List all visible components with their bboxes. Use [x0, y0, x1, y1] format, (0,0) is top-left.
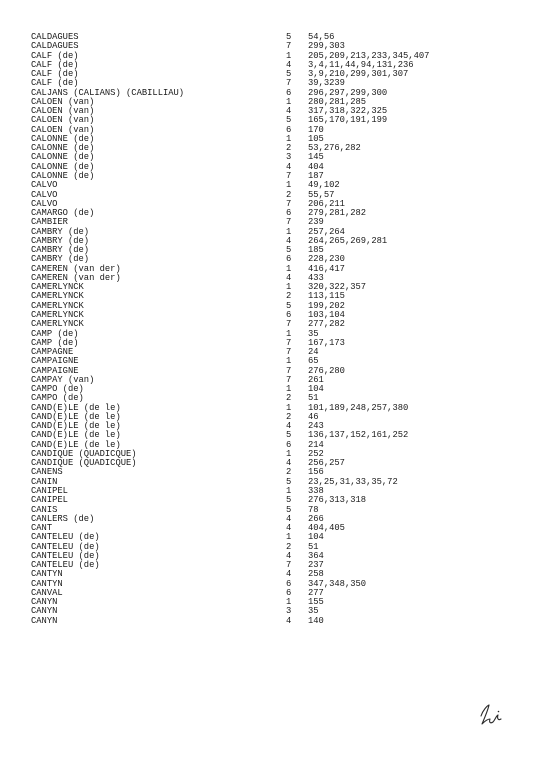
entry-pages: 101,189,248,257,380: [308, 402, 409, 413]
entry-pages: 252: [308, 448, 324, 459]
entry-volume: 1: [286, 448, 292, 459]
entry-name: CANYN: [31, 615, 58, 626]
entry-volume: 2: [286, 393, 292, 404]
entry-pages: 49,102: [308, 180, 340, 191]
index-entry: [31, 302, 471, 311]
entry-volume: 7: [286, 319, 292, 330]
entry-volume: 6: [286, 124, 292, 135]
entry-volume: 4: [286, 523, 292, 534]
entry-pages: 156: [308, 467, 324, 478]
entry-pages: 299,303: [308, 41, 345, 52]
entry-volume: 7: [286, 78, 292, 89]
entry-volume: 7: [286, 347, 292, 358]
entry-name: CALF (de): [31, 59, 79, 70]
index-entry: [31, 348, 471, 357]
entry-volume: 2: [286, 411, 292, 422]
entry-volume: 4: [286, 161, 292, 172]
index-entry: [31, 218, 471, 227]
entry-pages: 277,282: [308, 319, 345, 330]
entry-pages: 54,56: [308, 32, 335, 42]
entry-pages: 404,405: [308, 523, 345, 534]
index-entry: [31, 283, 471, 292]
entry-volume: 6: [286, 87, 292, 98]
index-entry: [31, 487, 471, 496]
index-entry: [31, 70, 471, 79]
entry-name: CAMERLYNCK: [31, 300, 84, 311]
entry-name: CAMPO (de): [31, 393, 84, 404]
index-entry: [31, 570, 471, 579]
entry-volume: 1: [286, 486, 292, 497]
entry-name: CAMARGO (de): [31, 208, 95, 219]
entry-name: CALOEN (van): [31, 96, 95, 107]
entry-pages: 23,25,31,33,35,72: [308, 476, 398, 487]
entry-pages: 416,417: [308, 263, 345, 274]
entry-name: CALONNE (de): [31, 161, 95, 172]
index-entry: [31, 135, 471, 144]
entry-volume: 5: [286, 69, 292, 80]
entry-name: CANIPEL: [31, 495, 68, 506]
entry-pages: 243: [308, 421, 324, 432]
entry-pages: 433: [308, 272, 324, 283]
entry-name: CAMERLYNCK: [31, 309, 84, 320]
entry-volume: 1: [286, 282, 292, 293]
index-entry: [31, 561, 471, 570]
entry-volume: 5: [286, 115, 292, 126]
index-entry: [31, 367, 471, 376]
entry-name: CAND(E)LE (de le): [31, 402, 121, 413]
entry-pages: 165,170,191,199: [308, 115, 388, 126]
entry-volume: 1: [286, 226, 292, 237]
entry-name: CANYN: [31, 606, 58, 617]
entry-pages: 276,280: [308, 365, 345, 376]
index-entry: [31, 330, 471, 339]
entry-volume: 1: [286, 384, 292, 395]
entry-name: CAMBRY (de): [31, 254, 90, 265]
entry-name: CAMERLYNCK: [31, 291, 84, 302]
entry-pages: 364: [308, 550, 324, 561]
entry-name: CAMPAY (van): [31, 374, 95, 385]
entry-pages: 206,211: [308, 198, 345, 209]
index-entry: [31, 228, 471, 237]
entry-pages: 347,348,350: [308, 578, 367, 589]
index-entry: [31, 339, 471, 348]
entry-volume: 6: [286, 309, 292, 320]
index-entry: [31, 163, 471, 172]
index-entry: [31, 506, 471, 515]
entry-volume: 6: [286, 254, 292, 265]
index-entry: [31, 385, 471, 394]
entry-name: CAND(E)LE (de le): [31, 439, 121, 450]
entry-name: CANTYN: [31, 578, 63, 589]
entry-name: CANYN: [31, 597, 58, 608]
entry-name: CANT: [31, 523, 53, 534]
index-entry: [31, 89, 471, 98]
index-entry: [31, 589, 471, 598]
entry-volume: 1: [286, 356, 292, 367]
entry-volume: 2: [286, 189, 292, 200]
index-entry: [31, 459, 471, 468]
entry-pages: 140: [308, 615, 324, 626]
entry-volume: 7: [286, 560, 292, 571]
entry-pages: 35: [308, 328, 319, 339]
entry-volume: 4: [286, 272, 292, 283]
index-entry: [31, 126, 471, 135]
entry-pages: 78: [308, 504, 319, 515]
entry-pages: 214: [308, 439, 324, 450]
entry-volume: 5: [286, 430, 292, 441]
entry-volume: 5: [286, 495, 292, 506]
handwritten-initials: [478, 702, 504, 728]
entry-volume: 1: [286, 328, 292, 339]
index-entry: [31, 320, 471, 329]
entry-volume: 6: [286, 587, 292, 598]
entry-pages: 266: [308, 513, 324, 524]
entry-pages: 296,297,299,300: [308, 87, 388, 98]
entry-volume: 5: [286, 476, 292, 487]
index-entry: [31, 33, 471, 42]
entry-name: CALF (de): [31, 78, 79, 89]
index-entry: [31, 98, 471, 107]
entry-volume: 7: [286, 217, 292, 228]
entry-pages: 170: [308, 124, 324, 135]
entry-name: CALONNE (de): [31, 152, 95, 163]
entry-name: CANDIQUE (QUADICQUE): [31, 448, 137, 459]
entry-pages: 3,4,11,44,94,131,236: [308, 59, 414, 70]
entry-volume: 1: [286, 133, 292, 144]
entry-volume: 4: [286, 458, 292, 469]
entry-pages: 257,264: [308, 226, 345, 237]
index-entry: [31, 311, 471, 320]
entry-name: CALDAGUES: [31, 32, 79, 42]
entry-name: CANENS: [31, 467, 63, 478]
entry-name: CANTELEU (de): [31, 560, 100, 571]
entry-pages: 155: [308, 597, 324, 608]
entry-name: CAMEREN (van der): [31, 272, 121, 283]
entry-volume: 5: [286, 504, 292, 515]
index-entry: [31, 478, 471, 487]
entry-name: CANIN: [31, 476, 58, 487]
entry-pages: 187: [308, 170, 324, 181]
entry-volume: 4: [286, 550, 292, 561]
index-entry: [31, 246, 471, 255]
entry-volume: 7: [286, 337, 292, 348]
index-entry: [31, 292, 471, 301]
entry-volume: 4: [286, 421, 292, 432]
index-entry: [31, 181, 471, 190]
index-entry: [31, 376, 471, 385]
entry-pages: 104: [308, 384, 324, 395]
entry-volume: 1: [286, 180, 292, 191]
entry-name: CALVO: [31, 198, 58, 209]
entry-volume: 5: [286, 245, 292, 256]
index-entry: [31, 496, 471, 505]
entry-volume: 7: [286, 374, 292, 385]
entry-pages: 338: [308, 486, 324, 497]
entry-volume: 2: [286, 541, 292, 552]
entry-volume: 3: [286, 152, 292, 163]
entry-pages: 167,173: [308, 337, 345, 348]
entry-volume: 2: [286, 143, 292, 154]
entry-name: CAMPAIGNE: [31, 356, 79, 367]
entry-volume: 4: [286, 569, 292, 580]
index-entry: [31, 200, 471, 209]
index-entry: [31, 237, 471, 246]
entry-pages: 103,104: [308, 309, 345, 320]
entry-name: CALF (de): [31, 50, 79, 61]
index-entry: [31, 191, 471, 200]
entry-pages: 39,3239: [308, 78, 345, 89]
entry-name: CALVO: [31, 189, 58, 200]
entry-pages: 35: [308, 606, 319, 617]
entry-name: CAMPO (de): [31, 384, 84, 395]
entry-name: CALJANS (CALIANS) (CABILLIAU): [31, 87, 185, 98]
entry-name: CAMERLYNCK: [31, 319, 84, 330]
entry-volume: 1: [286, 532, 292, 543]
entry-name: CANTYN: [31, 569, 63, 580]
entry-name: CANTELEU (de): [31, 541, 100, 552]
entry-pages: 3,9,210,299,301,307: [308, 69, 409, 80]
index-entry: [31, 598, 471, 607]
entry-pages: 320,322,357: [308, 282, 367, 293]
entry-volume: 1: [286, 597, 292, 608]
index-entry: [31, 153, 471, 162]
entry-pages: 145: [308, 152, 324, 163]
entry-name: CANTELEU (de): [31, 550, 100, 561]
entry-volume: 4: [286, 615, 292, 626]
entry-name: CANTELEU (de): [31, 532, 100, 543]
index-entry: [31, 515, 471, 524]
entry-name: CAMBRY (de): [31, 235, 90, 246]
entry-name: CANDIQUE (QUADICQUE): [31, 458, 137, 469]
entry-name: CANLERS (de): [31, 513, 95, 524]
index-entry: [31, 580, 471, 589]
entry-name: CALVO: [31, 180, 58, 191]
index-entry: [31, 209, 471, 218]
entry-name: CALF (de): [31, 69, 79, 80]
entry-pages: 279,281,282: [308, 208, 367, 219]
entry-pages: 46: [308, 411, 319, 422]
entry-name: CALONNE (de): [31, 143, 95, 154]
entry-pages: 280,281,285: [308, 96, 367, 107]
entry-pages: 237: [308, 560, 324, 571]
entry-volume: 7: [286, 41, 292, 52]
entry-pages: 258: [308, 569, 324, 580]
entry-pages: 317,318,322,325: [308, 106, 388, 117]
entry-pages: 55,57: [308, 189, 335, 200]
entry-name: CAMPAIGNE: [31, 365, 79, 376]
entry-pages: 53,276,282: [308, 143, 361, 154]
entry-name: CANIPEL: [31, 486, 68, 497]
entry-name: CALONNE (de): [31, 170, 95, 181]
index-entry: [31, 607, 471, 616]
entry-volume: 7: [286, 198, 292, 209]
entry-volume: 7: [286, 170, 292, 181]
entry-volume: 6: [286, 208, 292, 219]
index-entry: [31, 617, 471, 626]
entry-pages: 113,115: [308, 291, 345, 302]
entry-pages: 404: [308, 161, 324, 172]
entry-volume: 3: [286, 606, 292, 617]
entry-volume: 1: [286, 50, 292, 61]
entry-pages: 199,202: [308, 300, 345, 311]
name-index-list: [31, 33, 471, 626]
entry-pages: 205,209,213,233,345,407: [308, 50, 430, 61]
entry-volume: 4: [286, 513, 292, 524]
entry-volume: 5: [286, 300, 292, 311]
entry-name: CAMBRY (de): [31, 226, 90, 237]
entry-volume: 2: [286, 467, 292, 478]
entry-pages: 24: [308, 347, 319, 358]
entry-pages: 65: [308, 356, 319, 367]
entry-pages: 51: [308, 393, 319, 404]
entry-name: CAMBRY (de): [31, 245, 90, 256]
entry-name: CAMP (de): [31, 328, 79, 339]
entry-name: CAMERLYNCK: [31, 282, 84, 293]
entry-pages: 264,265,269,281: [308, 235, 388, 246]
index-entry: [31, 107, 471, 116]
entry-volume: 1: [286, 402, 292, 413]
entry-pages: 256,257: [308, 458, 345, 469]
entry-name: CANVAL: [31, 587, 63, 598]
entry-pages: 136,137,152,161,252: [308, 430, 409, 441]
entry-name: CAND(E)LE (de le): [31, 411, 121, 422]
entry-pages: 105: [308, 133, 324, 144]
entry-pages: 239: [308, 217, 324, 228]
index-entry: [31, 116, 471, 125]
index-entry: [31, 468, 471, 477]
entry-pages: 261: [308, 374, 324, 385]
entry-name: CALOEN (van): [31, 124, 95, 135]
entry-volume: 4: [286, 59, 292, 70]
entry-name: CAMPAGNE: [31, 347, 74, 358]
entry-name: CALONNE (de): [31, 133, 95, 144]
entry-volume: 1: [286, 96, 292, 107]
entry-volume: 1: [286, 263, 292, 274]
entry-volume: 4: [286, 106, 292, 117]
entry-pages: 228,230: [308, 254, 345, 265]
entry-volume: 6: [286, 578, 292, 589]
entry-pages: 104: [308, 532, 324, 543]
index-entry: [31, 144, 471, 153]
index-entry: [31, 274, 471, 283]
entry-pages: 276,313,318: [308, 495, 367, 506]
entry-volume: 4: [286, 235, 292, 246]
entry-pages: 185: [308, 245, 324, 256]
entry-name: CAND(E)LE (de le): [31, 421, 121, 432]
entry-name: CAMP (de): [31, 337, 79, 348]
entry-name: CAND(E)LE (de le): [31, 430, 121, 441]
entry-name: CALOEN (van): [31, 115, 95, 126]
entry-volume: 2: [286, 291, 292, 302]
index-entry: [31, 357, 471, 366]
entry-pages: 277: [308, 587, 324, 598]
entry-name: CAMEREN (van der): [31, 263, 121, 274]
entry-volume: 7: [286, 365, 292, 376]
entry-pages: 51: [308, 541, 319, 552]
entry-name: CALDAGUES: [31, 41, 79, 52]
entry-name: CAMBIER: [31, 217, 68, 228]
index-entry: [31, 172, 471, 181]
entry-volume: 5: [286, 32, 292, 42]
entry-name: CANIS: [31, 504, 58, 515]
entry-volume: 6: [286, 439, 292, 450]
entry-name: CALOEN (van): [31, 106, 95, 117]
